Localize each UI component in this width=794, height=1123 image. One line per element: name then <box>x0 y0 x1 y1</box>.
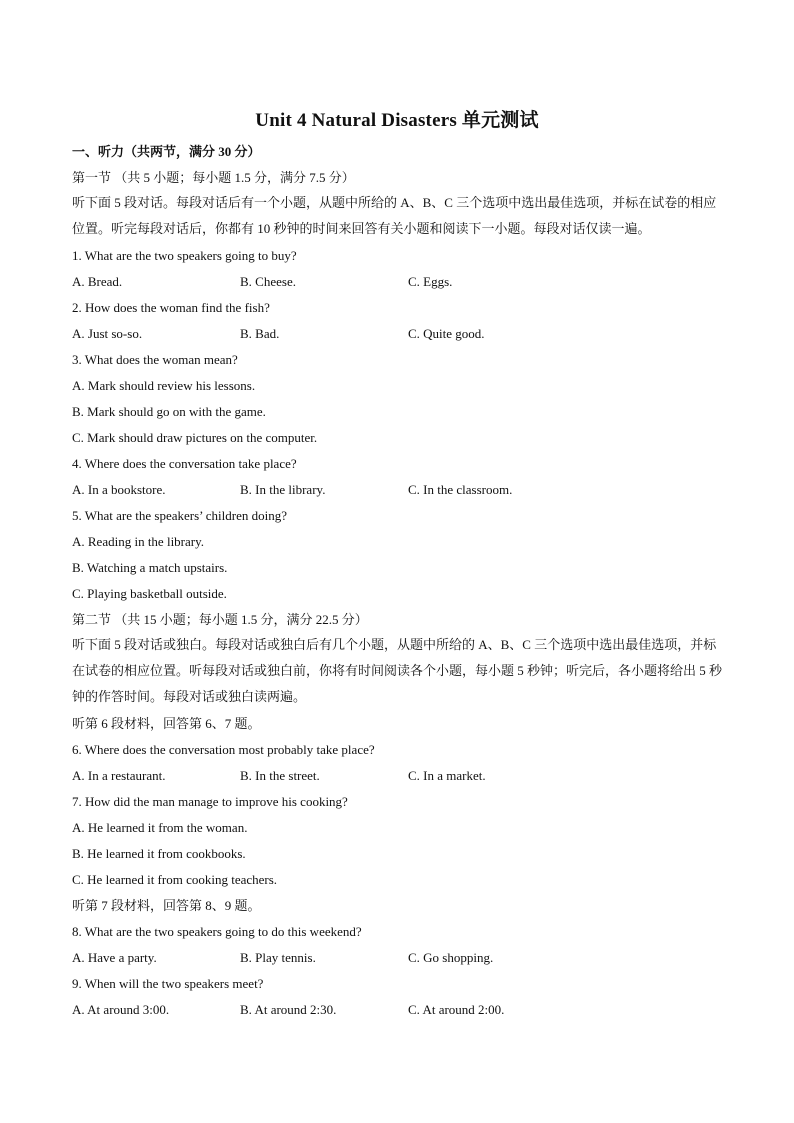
q7-option-c: C. He learned it from cooking teachers. <box>72 872 278 887</box>
q5-option-c: C. Playing basketball outside. <box>72 586 227 601</box>
q6-option-c: C. In a market. <box>408 768 486 783</box>
q8-option-a: A. Have a party. <box>72 950 157 965</box>
q1-option-b: B. Cheese. <box>240 274 296 289</box>
q5-option-a: A. Reading in the library. <box>72 534 205 549</box>
part1-heading: 第一节 （共 5 小题；每小题 1.5 分，满分 7.5 分） <box>72 170 355 185</box>
q5-option-b: B. Watching a match upstairs. <box>72 560 228 575</box>
q9-option-a: A. At around 3:00. <box>72 1002 170 1017</box>
q3-option-b: B. Mark should go on with the game. <box>72 404 266 419</box>
q1-question: 1. What are the two speakers going to buy? <box>72 248 297 263</box>
q7-option-a: A. He learned it from the woman. <box>72 820 248 835</box>
section-heading: 一、听力（共两节，满分 30 分） <box>72 144 261 159</box>
q3-option-a: A. Mark should review his lessons. <box>72 378 256 393</box>
q6-option-b: B. In the street. <box>240 768 320 783</box>
q3-option-c: C. Mark should draw pictures on the computer. <box>72 430 318 445</box>
q4-option-a: A. In a bookstore. <box>72 482 166 497</box>
q8-question: 8. What are the two speakers going to do this weekend? <box>72 924 362 939</box>
q1-option-c: C. Eggs. <box>408 274 453 289</box>
q7-question: 7. How did the man manage to improve his cooking? <box>72 794 348 809</box>
part2-heading: 第二节 （共 15 小题；每小题 1.5 分，满分 22.5 分） <box>72 612 368 627</box>
material-7-note: 听第 7 段材料，回答第 8、9 题。 <box>72 898 261 913</box>
q2-question: 2. How does the woman find the fish? <box>72 300 270 315</box>
part2-instructions: 听下面 5 段对话或独白。每段对话或独白后有几个小题，从题中所给的 A、B、C 三个选项中选出最佳选项，并标在试卷的相应位置。听每段对话或独白前，你将有时间阅读各个小题，每小题 5 秒钟；听完后，各小题将给出 5 秒钟的作答时间。每段对话或独白读两遍。 <box>72 637 723 704</box>
q6-question: 6. Where does the conversation most probably take place? <box>72 742 375 757</box>
q6-option-a: A. In a restaurant. <box>72 768 166 783</box>
page-title: Unit 4 Natural Disasters 单元测试 <box>255 110 539 131</box>
q8-option-c: C. Go shopping. <box>408 950 494 965</box>
material-6-note: 听第 6 段材料，回答第 6、7 题。 <box>72 716 261 731</box>
q1-option-a: A. Bread. <box>72 274 123 289</box>
q9-option-b: B. At around 2:30. <box>240 1002 337 1017</box>
q9-question: 9. When will the two speakers meet? <box>72 976 264 991</box>
q9-option-c: C. At around 2:00. <box>408 1002 505 1017</box>
q2-option-a: A. Just so-so. <box>72 326 143 341</box>
q5-question: 5. What are the speakers’ children doing? <box>72 508 288 523</box>
q4-question: 4. Where does the conversation take place? <box>72 456 297 471</box>
q2-option-c: C. Quite good. <box>408 326 485 341</box>
q4-option-b: B. In the library. <box>240 482 326 497</box>
q8-option-b: B. Play tennis. <box>240 950 316 965</box>
part1-instructions: 听下面 5 段对话。每段对话后有一个小题，从题中所给的 A、B、C 三个选项中选出最佳选项，并标在试卷的相应位置。听完每段对话后，你都有 10 秒钟的时间来回答有关小题和阅读下一小题。每段对话仅读一遍。 <box>72 195 717 236</box>
q7-option-b: B. He learned it from cookbooks. <box>72 846 246 861</box>
q4-option-c: C. In the classroom. <box>408 482 513 497</box>
q2-option-b: B. Bad. <box>240 326 280 341</box>
q3-question: 3. What does the woman mean? <box>72 352 238 367</box>
